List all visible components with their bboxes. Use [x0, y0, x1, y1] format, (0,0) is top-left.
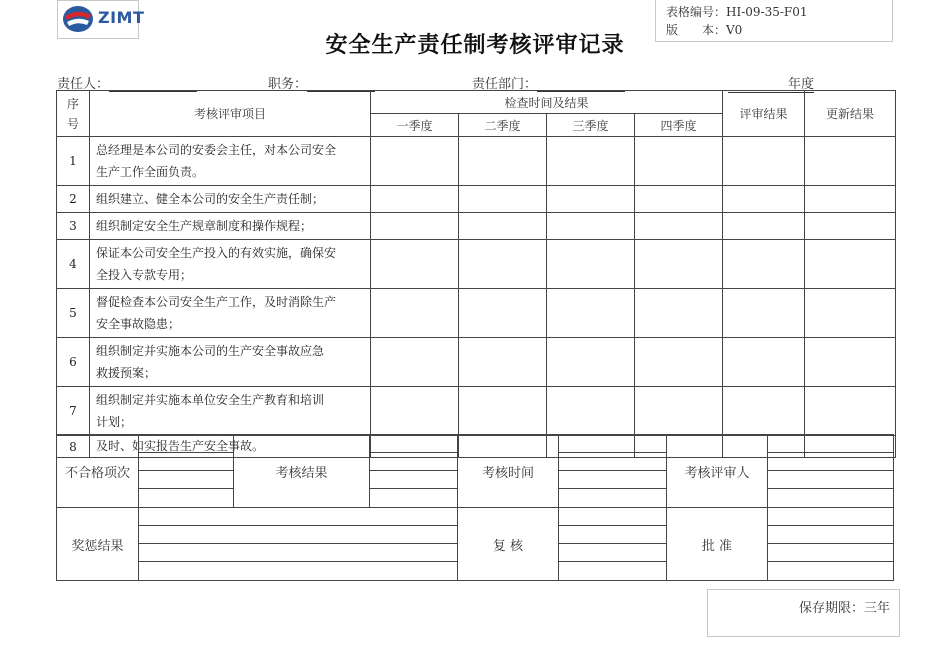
assess-time-label: 考核时间	[458, 435, 559, 508]
year-label: 年度	[788, 77, 815, 92]
col-header-check: 检查时间及结果	[371, 91, 723, 114]
col-header-item: 考核评审项目	[90, 91, 371, 137]
recheck-blank[interactable]	[559, 544, 667, 562]
approve-blank[interactable]	[768, 544, 894, 562]
assessor-blank[interactable]	[768, 453, 894, 471]
cell-q3[interactable]	[547, 240, 635, 289]
recheck-blank[interactable]	[559, 526, 667, 544]
fail-count-blank[interactable]	[139, 453, 234, 471]
retention-box	[707, 589, 900, 637]
assess-time-blank[interactable]	[559, 435, 667, 453]
form-version: 版 本：V0	[666, 23, 743, 37]
cell-q1[interactable]	[371, 240, 459, 289]
reward-blank[interactable]	[139, 526, 458, 544]
table-row	[57, 240, 896, 289]
cell-q4[interactable]	[635, 213, 723, 240]
assessor-blank[interactable]	[768, 435, 894, 453]
department-label: 责任部门：	[472, 77, 538, 92]
row-item: 总经理是本公司的安委会主任，对本公司安全 生产工作全面负责。	[90, 137, 371, 186]
cell-q4[interactable]	[635, 387, 723, 436]
cell-q4[interactable]	[635, 338, 723, 387]
cell-q2[interactable]	[459, 240, 547, 289]
row-number: 1	[57, 137, 90, 186]
row-item: 组织制定并实施本单位安全生产教育和培训 计划；	[90, 387, 371, 436]
cell-q3[interactable]	[547, 186, 635, 213]
assess-result-blank[interactable]	[370, 435, 458, 453]
cell-q1[interactable]	[371, 387, 459, 436]
cell-q2[interactable]	[459, 387, 547, 436]
logo-text: ZIMT	[98, 8, 145, 27]
cell-update[interactable]	[805, 289, 896, 338]
cell-review[interactable]	[723, 338, 805, 387]
recheck-blank[interactable]	[559, 508, 667, 526]
row-item: 组织建立、健全本公司的安全生产责任制；	[90, 186, 371, 213]
cell-update[interactable]	[805, 240, 896, 289]
fail-count-label: 不合格项次	[57, 435, 139, 508]
table-row	[57, 137, 896, 186]
row-item: 督促检查本公司安全生产工作，及时消除生产 安全事故隐患；	[90, 289, 371, 338]
col-header-no: 序号	[57, 91, 90, 137]
cell-q1[interactable]	[371, 338, 459, 387]
col-header-review: 评审结果	[723, 91, 805, 137]
table-row	[57, 289, 896, 338]
cell-q2[interactable]	[459, 213, 547, 240]
table-row	[57, 213, 896, 240]
table-row	[57, 387, 896, 436]
row-number: 2	[57, 186, 90, 213]
row-number: 6	[57, 338, 90, 387]
assess-result-label: 考核结果	[234, 435, 370, 508]
cell-q2[interactable]	[459, 137, 547, 186]
cell-review[interactable]	[723, 387, 805, 436]
cell-update[interactable]	[805, 338, 896, 387]
row-number: 5	[57, 289, 90, 338]
row-number: 7	[57, 387, 90, 436]
assess-result-blank[interactable]	[370, 489, 458, 508]
cell-q1[interactable]	[371, 289, 459, 338]
recheck-blank[interactable]	[559, 562, 667, 581]
assessor-label: 考核评审人	[667, 435, 768, 508]
result-table	[56, 434, 894, 581]
assess-time-blank[interactable]	[559, 471, 667, 489]
cell-update[interactable]	[805, 186, 896, 213]
cell-update[interactable]	[805, 387, 896, 436]
cell-update[interactable]	[805, 213, 896, 240]
cell-review[interactable]	[723, 137, 805, 186]
cell-q2[interactable]	[459, 186, 547, 213]
table-row	[57, 338, 896, 387]
form-code: 表格编号：HI-09-35-F01	[666, 5, 808, 19]
row-item: 组织制定安全生产规章制度和操作规程；	[90, 213, 371, 240]
cell-q3[interactable]	[547, 289, 635, 338]
assess-result-blank[interactable]	[370, 471, 458, 489]
reward-label: 奖惩结果	[57, 508, 139, 581]
cell-q3[interactable]	[547, 213, 635, 240]
row-item: 组织制定并实施本公司的生产安全事故应急 救援预案；	[90, 338, 371, 387]
recheck-label: 复 核	[458, 508, 559, 581]
retention-period: 保存期限：三年	[798, 601, 890, 616]
row-item: 保证本公司安全生产投入的有效实施，确保安 全投入专款专用；	[90, 240, 371, 289]
col-header-q2: 二季度	[459, 114, 547, 137]
cell-review[interactable]	[723, 240, 805, 289]
col-header-q1: 一季度	[371, 114, 459, 137]
assess-time-blank[interactable]	[559, 453, 667, 471]
row-item: 及时、如实报告生产安全事故。	[90, 436, 371, 458]
cell-q4[interactable]	[635, 186, 723, 213]
cell-q2[interactable]	[459, 338, 547, 387]
approve-blank[interactable]	[768, 562, 894, 581]
approve-label: 批 准	[667, 508, 768, 581]
cell-q4[interactable]	[635, 137, 723, 186]
cell-review[interactable]	[723, 289, 805, 338]
assessment-table	[56, 90, 896, 458]
cell-q4[interactable]	[635, 240, 723, 289]
row-number: 8	[57, 436, 90, 458]
cell-q4[interactable]	[635, 289, 723, 338]
col-header-q4: 四季度	[635, 114, 723, 137]
fail-count-blank[interactable]	[139, 435, 234, 453]
row-number: 4	[57, 240, 90, 289]
reward-blank[interactable]	[139, 544, 458, 562]
cell-q2[interactable]	[459, 289, 547, 338]
assessor-blank[interactable]	[768, 489, 894, 508]
cell-q1[interactable]	[371, 213, 459, 240]
responsible-label: 责任人：	[57, 77, 110, 92]
reward-blank[interactable]	[139, 562, 458, 581]
cell-q1[interactable]	[371, 137, 459, 186]
cell-review[interactable]	[723, 186, 805, 213]
row-number: 3	[57, 213, 90, 240]
position-label: 职务：	[268, 77, 308, 92]
cell-q3[interactable]	[547, 387, 635, 436]
table-row	[57, 186, 896, 213]
cell-q3[interactable]	[547, 338, 635, 387]
fail-count-blank[interactable]	[139, 471, 234, 489]
assess-result-blank[interactable]	[370, 453, 458, 471]
col-header-update: 更新结果	[805, 91, 896, 137]
cell-q1[interactable]	[371, 186, 459, 213]
fail-count-blank[interactable]	[139, 489, 234, 508]
cell-update[interactable]	[805, 137, 896, 186]
approve-blank[interactable]	[768, 526, 894, 544]
assessor-blank[interactable]	[768, 471, 894, 489]
assess-time-blank[interactable]	[559, 489, 667, 508]
cell-q3[interactable]	[547, 137, 635, 186]
col-header-q3: 三季度	[547, 114, 635, 137]
page-title: 安全生产责任制考核评审记录	[325, 32, 625, 58]
cell-review[interactable]	[723, 213, 805, 240]
reward-blank[interactable]	[139, 508, 458, 526]
approve-blank[interactable]	[768, 508, 894, 526]
